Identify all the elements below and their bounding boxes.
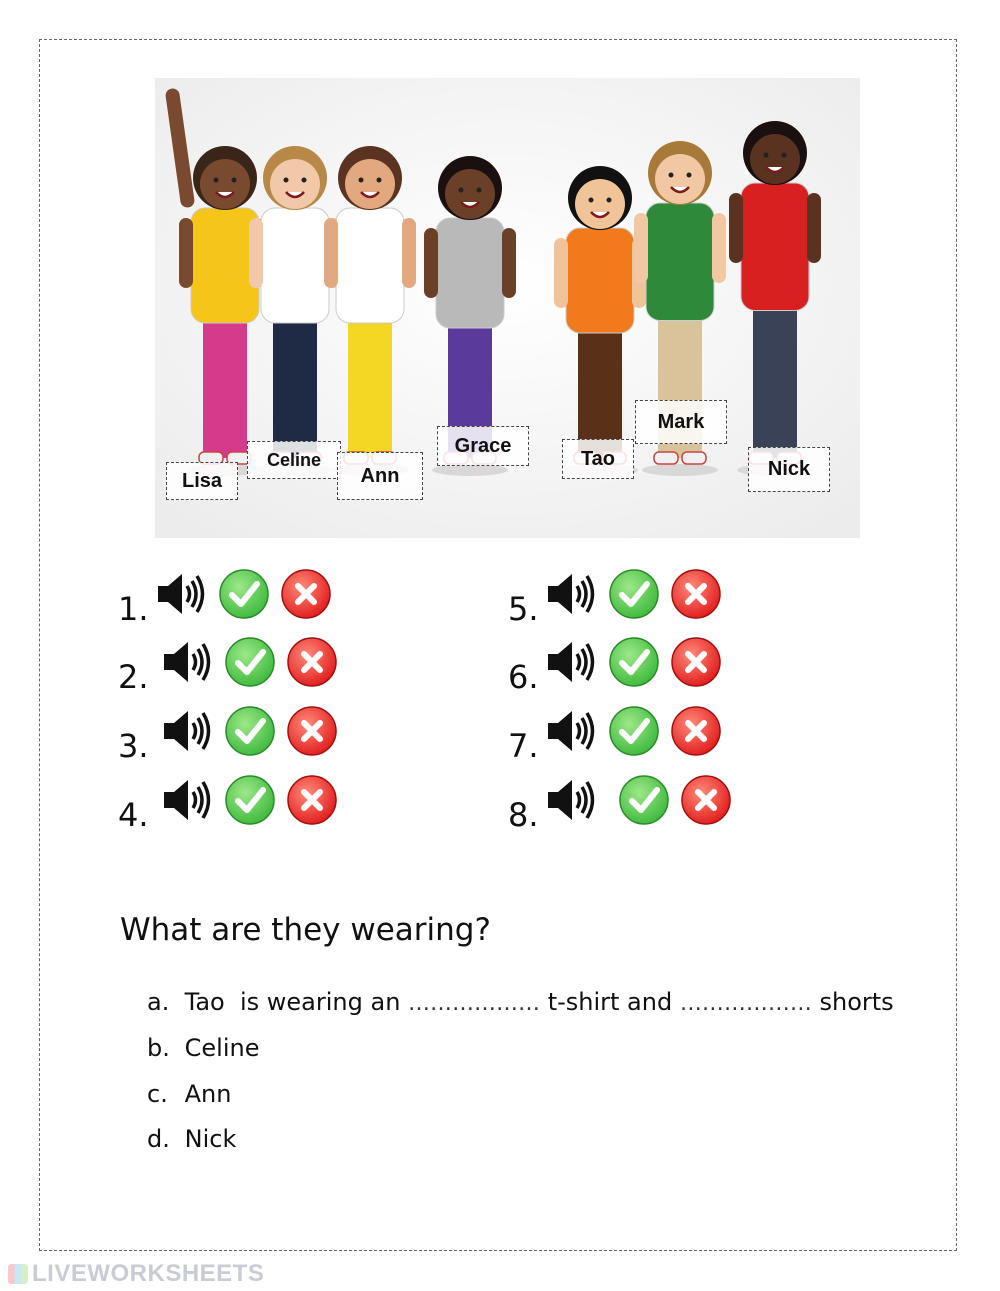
check-icon[interactable]	[224, 636, 276, 688]
item-letter: a.	[147, 988, 170, 1016]
name-label-celine[interactable]: Celine	[247, 441, 341, 479]
item-letter: b.	[147, 1034, 170, 1062]
child-shirt-tao	[566, 228, 634, 333]
arm	[324, 218, 338, 288]
list-item	[147, 988, 894, 1016]
check-icon[interactable]	[608, 636, 660, 688]
question-number: 6.	[508, 658, 539, 696]
name-label-ann[interactable]: Ann	[337, 452, 423, 500]
speaker-icon[interactable]	[160, 774, 212, 826]
arm	[729, 193, 743, 263]
item-letter: c.	[147, 1080, 168, 1108]
child-face-ann	[345, 159, 395, 209]
question-number: 3.	[118, 727, 149, 765]
child-face-celine	[270, 159, 320, 209]
child-shirt-lisa	[191, 208, 259, 323]
answer-blank-1[interactable]: ………………	[408, 991, 541, 1016]
speaker-icon[interactable]	[544, 568, 596, 620]
speaker-icon[interactable]	[544, 705, 596, 757]
eye	[607, 198, 612, 203]
eye	[359, 178, 364, 183]
child-pants-tao	[578, 319, 622, 458]
cross-icon[interactable]	[670, 568, 722, 620]
eye	[214, 178, 219, 183]
question-number: 5.	[508, 590, 539, 628]
eye	[284, 178, 289, 183]
eye	[669, 173, 674, 178]
list-item	[147, 1034, 259, 1062]
arm	[634, 213, 648, 283]
child-shirt-mark	[646, 203, 714, 321]
child-pants-ann	[348, 313, 392, 458]
eye	[377, 178, 382, 183]
eye	[302, 178, 307, 183]
cross-icon[interactable]	[670, 705, 722, 757]
child-face-nick	[750, 134, 800, 184]
speaker-icon[interactable]	[154, 568, 206, 620]
logo-icon	[8, 1264, 28, 1284]
arm	[402, 218, 416, 288]
eye	[477, 188, 482, 193]
list-item	[147, 1125, 236, 1153]
cross-icon[interactable]	[670, 636, 722, 688]
arm	[807, 193, 821, 263]
eye	[589, 198, 594, 203]
cross-icon[interactable]	[280, 568, 332, 620]
liveworksheets-logo[interactable]: LIVEWORKSHEETS	[8, 1260, 264, 1288]
check-icon[interactable]	[224, 774, 276, 826]
item-letter: d.	[147, 1125, 170, 1153]
question-row	[508, 774, 748, 834]
shoe	[682, 452, 706, 464]
child-shirt-ann	[336, 208, 404, 323]
answer-blank-2[interactable]: ………………	[679, 991, 812, 1016]
arm	[424, 228, 438, 298]
question-row	[508, 636, 748, 696]
question-row	[118, 774, 358, 834]
child-shirt-celine	[261, 208, 329, 323]
question-number: 8.	[508, 796, 539, 834]
child-face-mark	[655, 154, 705, 204]
name-label-nick[interactable]: Nick	[748, 447, 830, 492]
child-pants-lisa	[203, 313, 247, 458]
list-item	[147, 1080, 231, 1108]
eye	[782, 153, 787, 158]
speaker-icon[interactable]	[160, 636, 212, 688]
item-text: Ann	[184, 1080, 232, 1108]
question-number: 1.	[118, 590, 149, 628]
item-text: t-shirt and	[547, 988, 673, 1016]
child-shirt-nick	[741, 183, 809, 311]
item-text: Nick	[184, 1125, 237, 1153]
child-face-tao	[575, 179, 625, 229]
name-label-tao[interactable]: Tao	[562, 439, 634, 479]
check-icon[interactable]	[608, 705, 660, 757]
item-text: Tao is wearing an	[184, 988, 401, 1016]
check-icon[interactable]	[608, 568, 660, 620]
question-row	[118, 636, 358, 696]
speaker-icon[interactable]	[544, 774, 596, 826]
question-row	[508, 568, 748, 628]
question-number: 2.	[118, 658, 149, 696]
question-number: 4.	[118, 796, 149, 834]
eye	[687, 173, 692, 178]
item-text: Celine	[184, 1034, 260, 1062]
check-icon[interactable]	[218, 568, 270, 620]
shoe	[654, 452, 678, 464]
speaker-icon[interactable]	[544, 636, 596, 688]
arm	[712, 213, 726, 283]
check-icon[interactable]	[618, 774, 670, 826]
cross-icon[interactable]	[286, 705, 338, 757]
item-text: shorts	[819, 988, 894, 1016]
name-label-lisa[interactable]: Lisa	[166, 462, 238, 500]
eye	[459, 188, 464, 193]
arm	[502, 228, 516, 298]
child-face-grace	[445, 169, 495, 219]
speaker-icon[interactable]	[160, 705, 212, 757]
child-pants-nick	[753, 306, 797, 459]
child-pants-celine	[273, 313, 317, 458]
eye	[232, 178, 237, 183]
check-icon[interactable]	[224, 705, 276, 757]
shadow	[642, 464, 718, 476]
question-row	[118, 568, 358, 628]
question-row	[508, 705, 748, 765]
name-label-grace[interactable]: Grace	[437, 426, 529, 466]
cross-icon[interactable]	[286, 636, 338, 688]
eye	[764, 153, 769, 158]
name-label-mark[interactable]: Mark	[635, 400, 727, 444]
child-face-lisa	[200, 159, 250, 209]
arm	[249, 218, 263, 288]
section-heading: What are they wearing?	[120, 912, 491, 948]
cross-icon[interactable]	[680, 774, 732, 826]
arm	[179, 218, 193, 288]
question-row	[118, 705, 358, 765]
arm	[554, 238, 568, 308]
question-number: 7.	[508, 727, 539, 765]
child-shirt-grace	[436, 218, 504, 328]
cross-icon[interactable]	[286, 774, 338, 826]
